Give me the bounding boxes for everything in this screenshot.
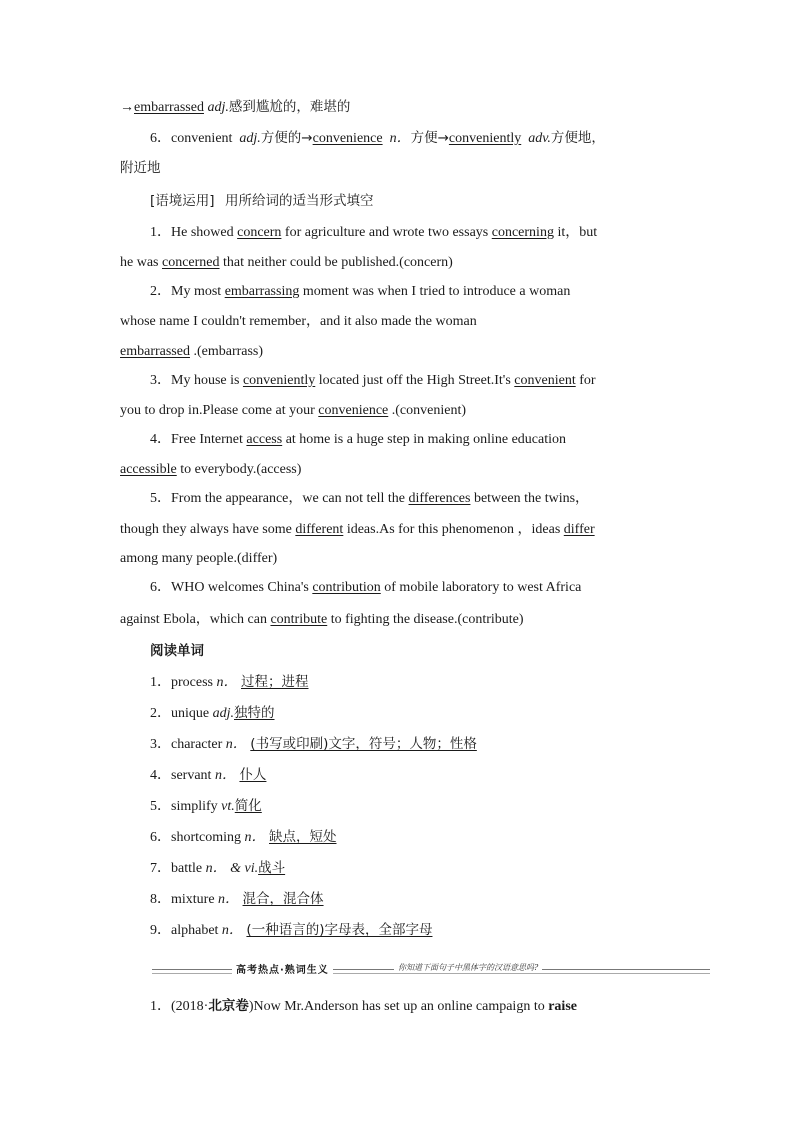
answer-blank: differ (563, 522, 595, 537)
example-sentence: 1．(2018·北京卷)Now Mr.Anderson has set up an online campaign to raise (150, 998, 577, 1014)
reading-item: 8．mixture n． 混合，混合体 (150, 891, 324, 907)
answer-blank: accessible (120, 462, 177, 477)
bold-keyword: raise (548, 999, 577, 1014)
answer-blank: different (295, 522, 344, 537)
exercise-q2-line3: embarrassed .(embarrass) (120, 344, 264, 359)
answer-blank: conveniently (242, 373, 316, 388)
answer-blank: embarrassed (120, 344, 190, 359)
exercise-q2-line1: 2．My most embarrassing moment was when I tried to introduce a woman (150, 284, 571, 299)
answer-blank: differences (408, 491, 471, 506)
exercise-q4-line2: accessible to everybody.(access) (120, 462, 302, 477)
exercise-q1-line1: 1．He showed concern for agriculture and wrote two essays concerning it，but (150, 225, 598, 240)
exercise-heading: [语境运用] 用所给词的适当形式填空 (150, 193, 374, 209)
reading-item: 6．shortcoming n． 缺点，短处 (150, 829, 337, 845)
exercise-q4-line1: 4．Free Internet access at home is a huge step in making online education (150, 432, 567, 447)
vocab-line-continued: 附近地 (120, 160, 161, 176)
answer-blank: 战斗 (258, 860, 286, 876)
answer-blank: 缺点，短处 (269, 829, 337, 845)
reading-item: 5．simplify vt.简化 (150, 798, 262, 814)
exercise-q6-line1: 6．WHO welcomes China's contribution of mobile laboratory to west Africa (150, 580, 582, 595)
answer-blank: contribution (312, 580, 381, 595)
section-subtitle: 你知道下面句子中黑体字的汉语意思吗? (394, 962, 542, 973)
answer-blank: 仆人 (239, 767, 267, 783)
exercise-q3-line2: you to drop in.Please come at your convenience .(convenient) (120, 403, 467, 418)
reading-item: 7．battle n． & vi.战斗 (150, 860, 286, 876)
answer-blank: 简化 (234, 798, 262, 814)
answer-conveniently: conveniently (448, 131, 522, 146)
answer-convenience: convenience (312, 131, 383, 146)
answer-blank: (书写或印刷)文字，符号；人物；性格 (250, 736, 477, 752)
answer-embarrassed: embarrassed (134, 100, 204, 115)
reading-item: 2．unique adj.独特的 (150, 705, 275, 721)
exercise-q1-line2: he was concerned that neither could be published.(concern) (120, 255, 453, 270)
answer-blank: 独特的 (234, 705, 275, 721)
answer-blank: concerned (162, 255, 220, 270)
answer-blank: contribute (270, 612, 328, 627)
answer-blank: convenient (514, 373, 576, 388)
reading-item: 1．process n． 过程；进程 (150, 674, 309, 690)
exercise-q5-line2: though they always have some different ideas.As for this phenomenon ，ideas differ (120, 522, 595, 537)
exercise-q6-line2: against Ebola，which can contribute to fighting the disease.(contribute) (120, 612, 524, 627)
vocab-line-embarrassed: →embarrassed adj.感到尴尬的，难堪的 (120, 99, 351, 115)
source-label: 北京卷 (208, 998, 249, 1014)
exercise-q3-line1: 3．My house is conveniently located just off the High Street.It's convenient for (150, 373, 596, 388)
vocab-line-convenient: 6．convenient adj.方便的→convenience n．方便→conveniently adv.方便地， (150, 130, 605, 146)
answer-blank: 过程；进程 (241, 674, 309, 690)
reading-item: 3．character n． (书写或印刷)文字，符号；人物；性格 (150, 736, 477, 752)
reading-item: 9．alphabet n． (一种语言的)字母表，全部字母 (150, 922, 433, 938)
exercise-q5-line1: 5．From the appearance，we can not tell the differences between the twins， (150, 491, 590, 506)
reading-item: 4．servant n． 仆人 (150, 767, 267, 783)
section-title: 高考热点·熟词生义 (232, 961, 333, 976)
answer-blank: (一种语言的)字母表，全部字母 (246, 922, 433, 938)
answer-blank: convenience (318, 403, 389, 418)
answer-blank: 混合，混合体 (242, 891, 324, 907)
exercise-q2-line2: whose name I couldn't remember，and it also made the woman (120, 314, 477, 329)
exercise-q5-line3: among many people.(differ) (120, 551, 278, 566)
answer-blank: access (246, 432, 283, 447)
section-banner (152, 960, 710, 984)
answer-blank: concerning (491, 225, 554, 240)
reading-heading: 阅读单词 (150, 643, 204, 659)
answer-blank: embarrassing (224, 284, 300, 299)
answer-blank: concern (237, 225, 282, 240)
